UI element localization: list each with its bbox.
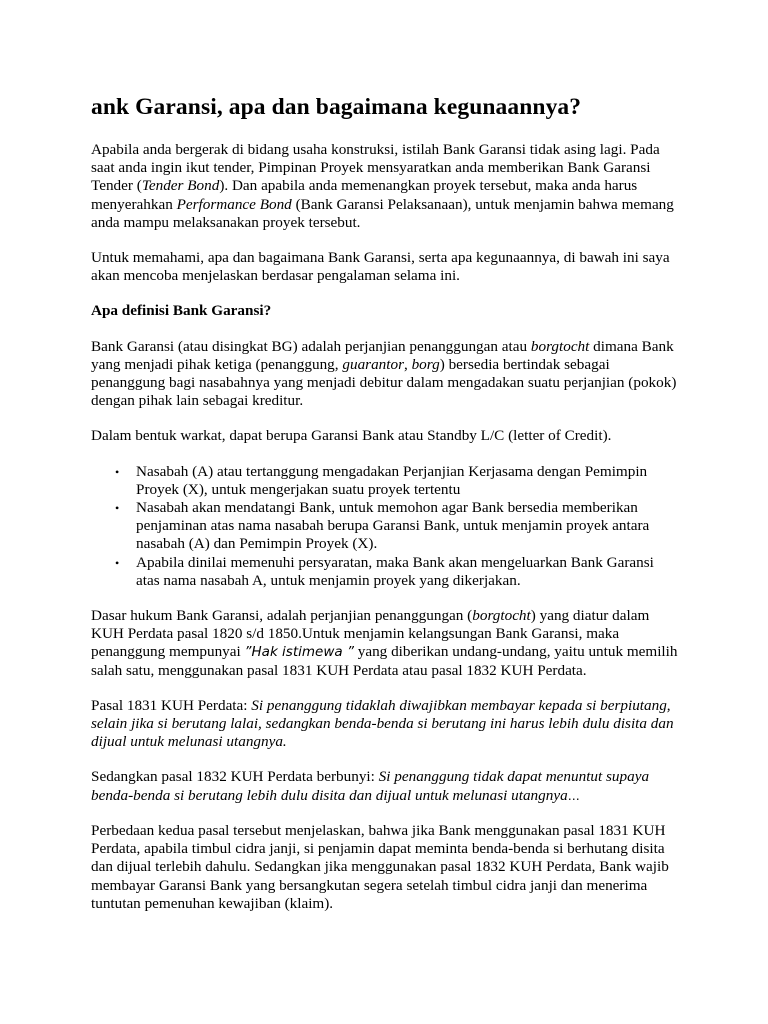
list-item: [91, 554, 681, 590]
bullet-icon: •: [115, 501, 120, 516]
term-tender-bond: Tender Bond: [141, 177, 220, 195]
intro-paragraph: [91, 141, 681, 232]
list-item: [91, 499, 681, 554]
difference-paragraph: Perbedaan kedua pasal tersebut menjelaskan, bahwa jika Bank menggunakan pasal 1831 KUH Perdata, apabila timbul cidra janji, si penjamin dapat meminta benda-benda si berhutang disita dan dijual terlebih dahulu. Sedangkan jika menggunakan pasal 1832 KUH Perdata, Bank wajib membayar Garansi Bank yang bersangkutan segera setelah timbul cidra janji dan menerima tuntutan pemenuhan kewajiban (klaim).: [91, 821, 669, 912]
term-guarantor: guarantor: [342, 355, 404, 373]
ellipsis: …: [567, 788, 581, 803]
definition-comma: ,: [403, 355, 412, 373]
list-item-text: Apabila dinilai memenuhi persyaratan, maka Bank akan mengeluarkan Bank Garansi atas nama nasabah A, untuk menjamin proyek yang dikerjakan.: [136, 553, 654, 589]
process-list: [91, 463, 681, 590]
term-borg: borg: [411, 355, 440, 373]
list-item-text: Nasabah (A) atau tertanggung mengadakan Perjanjian Kerjasama dengan Pemimpin Proyek (X), untuk mengerjakan suatu proyek tertentu: [136, 462, 648, 498]
pasal-1832-quote: Si penanggung tidak dapat menuntut supaya benda-benda si berutang lebih dulu disita dan dijual untuk melunasi utangnya: [91, 768, 650, 804]
definition-paragraph: [91, 338, 681, 411]
pasal-1831-label: Pasal 1831 KUH Perdata:: [91, 696, 252, 714]
pasal-1832-paragraph: [91, 768, 681, 804]
definition-text-1: Bank Garansi (atau disingkat BG) adalah perjanjian penanggungan atau: [91, 337, 531, 355]
pasal-1831-paragraph: [91, 697, 681, 752]
definition-text-3: ) bersedia bertindak sebagai penanggung bagi nasabahnya yang menjadi debitur dalam mengadakan suatu perjanjian (pokok) dengan pihak lain sebagai kreditur.: [91, 355, 677, 410]
heading-definisi: Apa definisi Bank Garansi?: [91, 302, 272, 320]
intro-text-1: Apabila anda bergerak di bidang usaha konstruksi, istilah Bank Garansi tidak asing lagi. Pada saat anda ingin ikut tender, Pimpinan Proyek mensyaratkan anda memberikan Bank Garansi Tender (: [91, 141, 660, 195]
article-title: ank Garansi, apa dan bagaimana kegunaannya?: [91, 94, 582, 120]
definition-text-2: dimana Bank yang menjadi pihak ketiga (penanggung,: [91, 337, 674, 373]
legal-basis-paragraph: [91, 607, 681, 680]
bullet-icon: •: [115, 555, 120, 570]
pasal-1832-label: Sedangkan pasal 1832 KUH Perdata berbunyi:: [91, 768, 379, 786]
term-performance-bond: Performance Bond: [176, 195, 292, 213]
list-item: [91, 463, 681, 499]
legal-basis-text-3: yang diberikan undang-undang, yaitu untuk memilih salah satu, menggunakan pasal 1831 KUH Perdata atau pasal 1832 KUH Perdata.: [91, 643, 678, 679]
term-borgtocht: borgtocht: [472, 607, 531, 625]
intro-text-3: (Bank Garansi Pelaksanaan), untuk menjamin bahwa memang anda mampu melaksanakan proyek tersebut.: [91, 195, 674, 231]
legal-basis-text-1: Dasar hukum Bank Garansi, adalah perjanjian penanggungan (: [91, 607, 473, 625]
term-hak-istimewa: ”Hak istimewa ”: [244, 644, 354, 661]
bullet-icon: •: [115, 464, 120, 479]
warkat-paragraph: Dalam bentuk warkat, dapat berupa Garansi Bank atau Standby L/C (letter of Credit).: [91, 427, 612, 445]
intro-text-2: ). Dan apabila anda memenangkan proyek tersebut, maka anda harus menyerahkan: [91, 177, 638, 213]
article-body: [91, 93, 681, 930]
term-borgtocht: borgtocht: [530, 337, 590, 355]
legal-basis-text-2: ) yang diatur dalam KUH Perdata pasal 1820 s/d 1850.Untuk menjamin kelangsungan Bank Garansi, maka penanggung mempunyai: [91, 607, 650, 661]
pasal-1831-quote: Si penanggung tidaklah diwajibkan membayar kepada si berpiutang, selain jika si berutang lalai, sedangkan benda-benda si berutang ini harus lebih dulu disita dan dijual untuk melunasi utangnya.: [91, 696, 674, 751]
purpose-paragraph: Untuk memahami, apa dan bagaimana Bank Garansi, serta apa kegunaannya, di bawah ini saya akan mencoba menjelaskan berdasar pengalaman selama ini.: [91, 249, 670, 285]
list-item-text: Nasabah akan mendatangi Bank, untuk memohon agar Bank bersedia memberikan penjaminan atas nama nasabah berupa Garansi Bank, untuk menjamin proyek antara nasabah (A) dan Pemimpin Proyek (X).: [136, 499, 650, 553]
